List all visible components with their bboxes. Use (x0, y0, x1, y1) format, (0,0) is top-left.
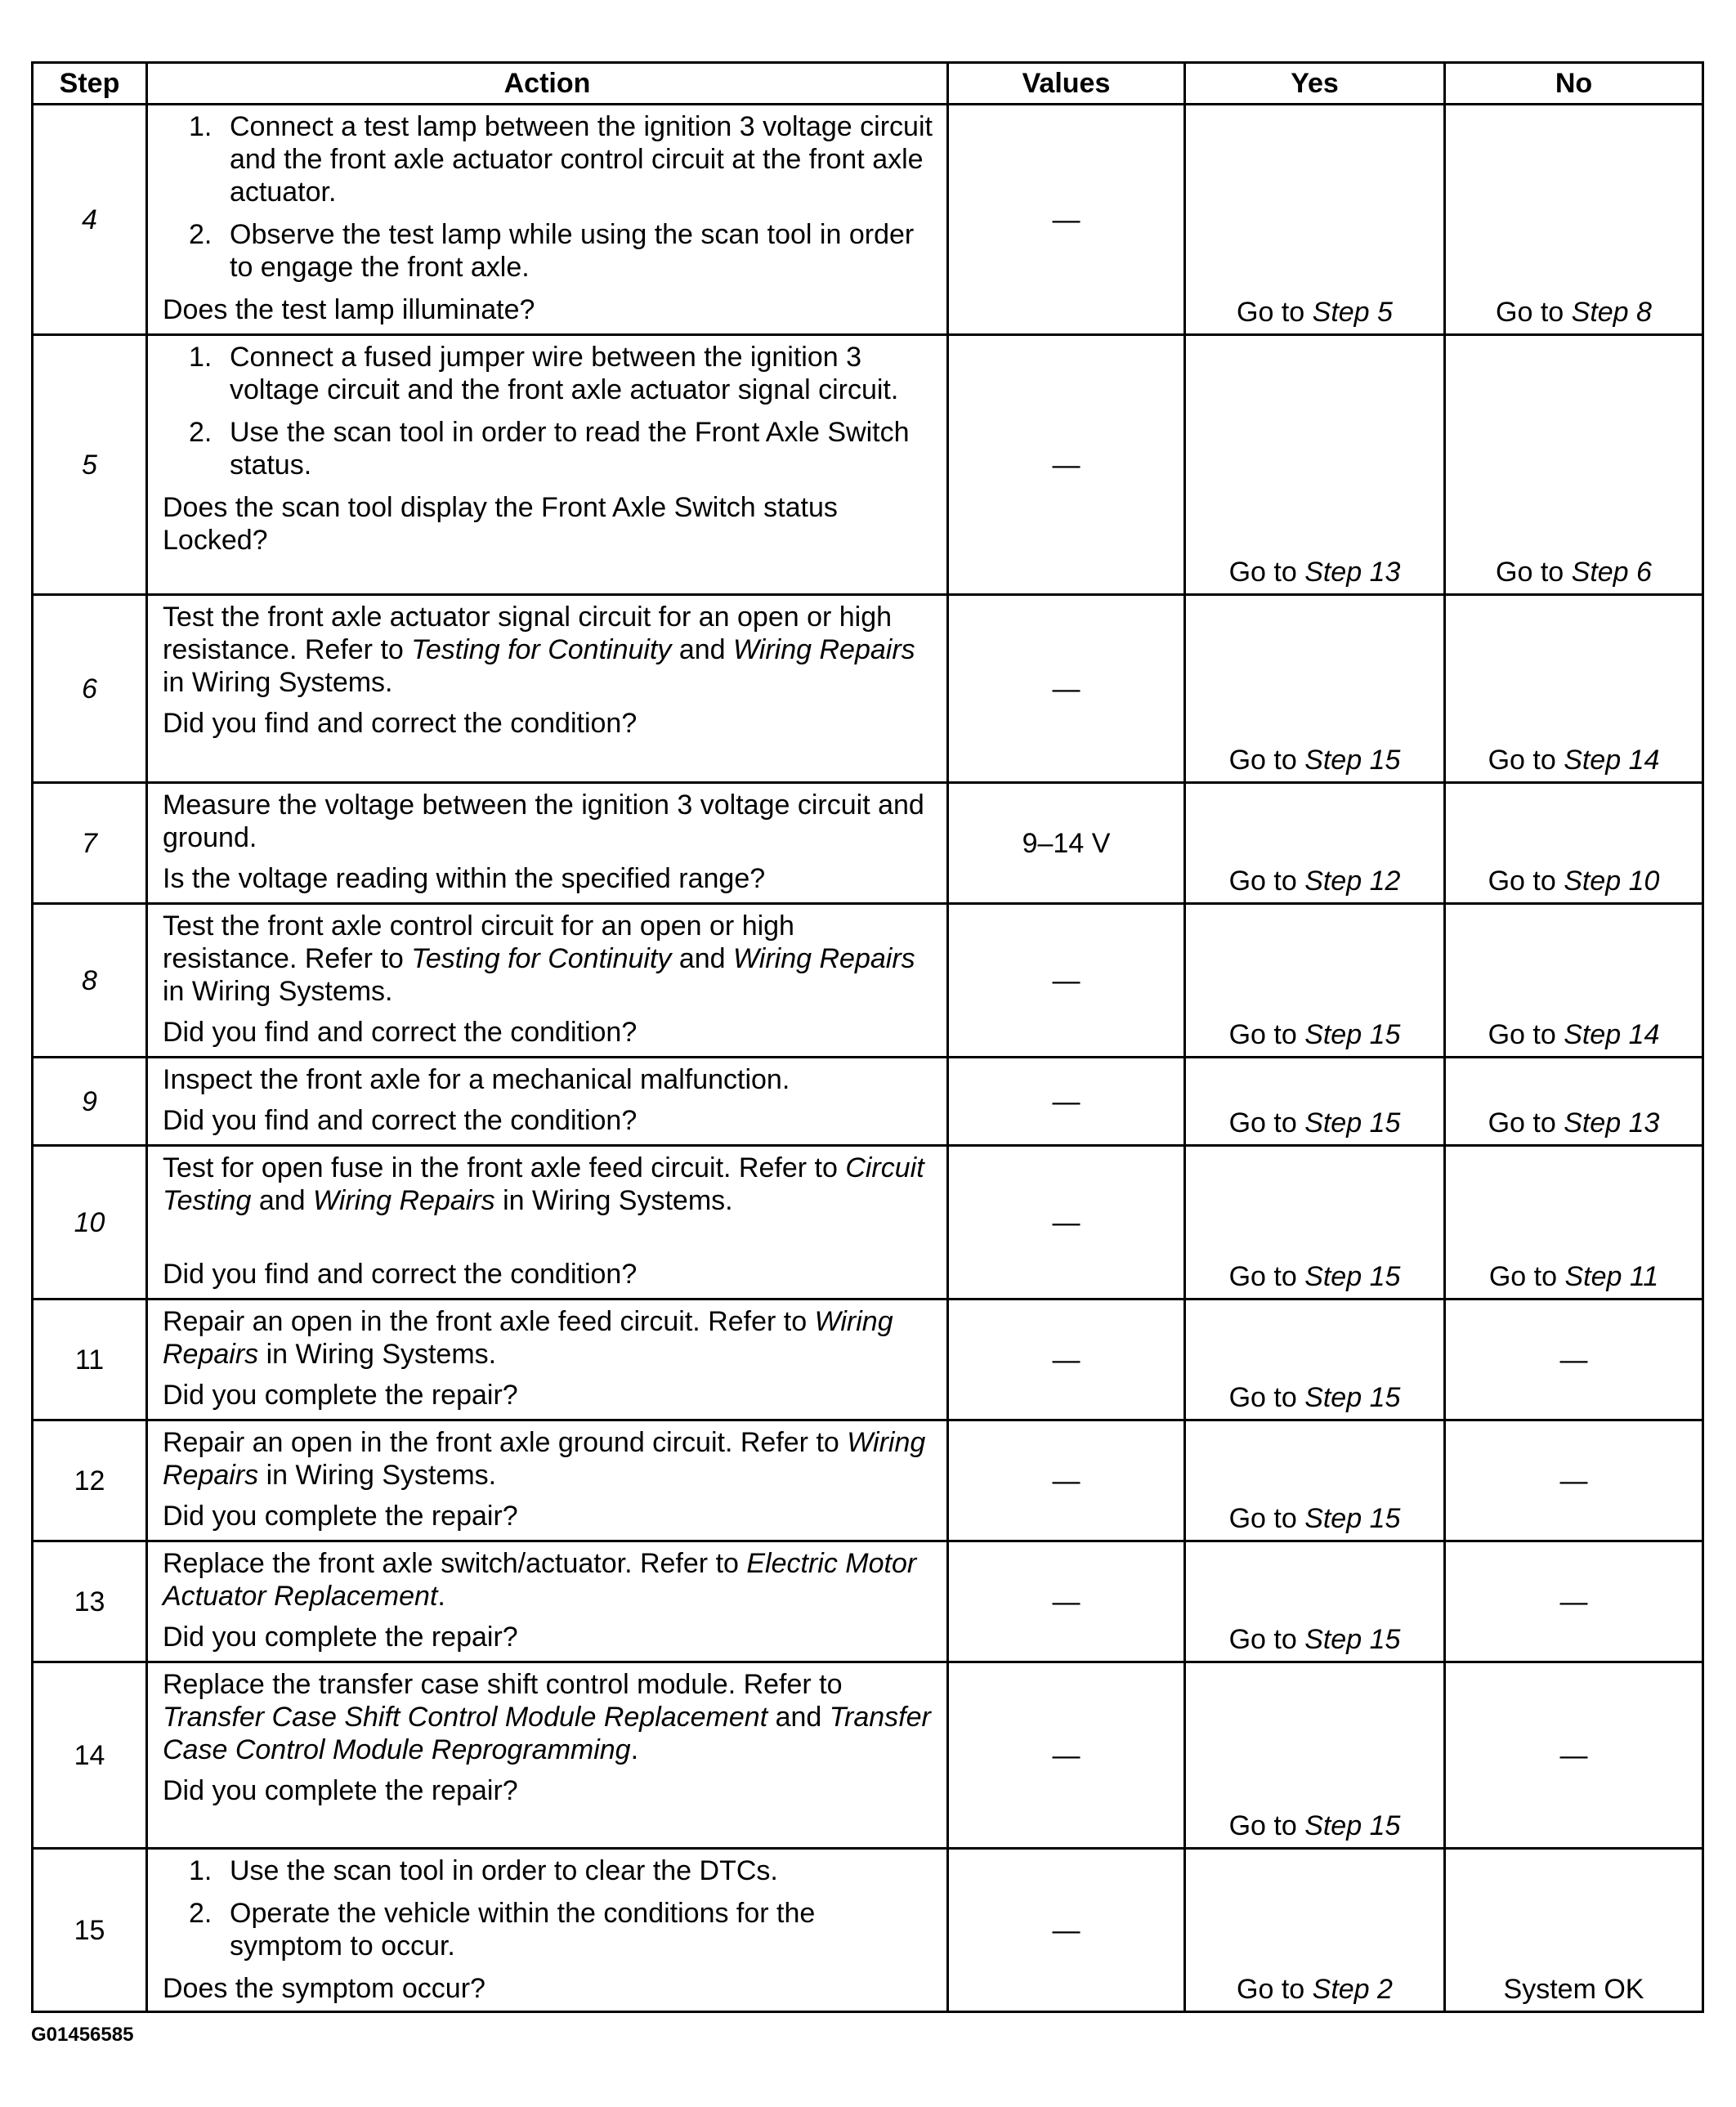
action-cell (147, 105, 948, 335)
action-question: Did you find and correct the condition? (163, 1017, 638, 1048)
table-row (33, 335, 1703, 595)
no-cell: Go to Step 8 (1445, 105, 1703, 335)
yes-step-link: Step 2 (1312, 1974, 1393, 2005)
action-item: 1. Connect a test lamp between the ignition 3 voltage circuit and the front axle actuator control circuit at the front axle actuator. (189, 111, 933, 208)
no-cell: Go to Step 6 (1445, 335, 1703, 595)
values-cell: — (948, 1541, 1185, 1662)
action-text: Replace the front axle switch/actuator. Refer to Electric Motor Actuator Replacement. (163, 1548, 917, 1612)
step-number: 6 (33, 595, 147, 783)
yes-cell: Go to Step 13 (1185, 335, 1445, 595)
values-cell: — (948, 1662, 1185, 1849)
action-cell (147, 1849, 948, 2012)
table-row (33, 595, 1703, 783)
header-values: Values (948, 63, 1185, 105)
diagnostic-table (31, 61, 1704, 2013)
action-cell (147, 335, 948, 595)
values-cell: — (948, 1849, 1185, 2012)
action-cell (147, 1541, 948, 1662)
table-row (33, 1420, 1703, 1541)
table-row (33, 105, 1703, 335)
yes-step-link: Step 15 (1304, 1107, 1401, 1138)
yes-step-link: Step 15 (1304, 1810, 1401, 1841)
no-cell: Go to Step 14 (1445, 595, 1703, 783)
yes-cell: Go to Step 15 (1185, 1146, 1445, 1300)
step-number: 7 (33, 783, 147, 904)
yes-cell: Go to Step 12 (1185, 783, 1445, 904)
table-row (33, 1058, 1703, 1146)
action-question: Did you find and correct the condition? (163, 708, 638, 739)
action-text: Repair an open in the front axle feed circuit. Refer to Wiring Repairs in Wiring Systems. (163, 1306, 893, 1370)
yes-step-link: Step 15 (1304, 1261, 1401, 1292)
yes-cell: Go to Step 15 (1185, 1541, 1445, 1662)
no-cell: — (1445, 1662, 1703, 1849)
yes-step-link: Step 15 (1304, 1624, 1401, 1655)
action-cell (147, 1662, 948, 1849)
values-cell: — (948, 105, 1185, 335)
no-step-link: Step 14 (1564, 1019, 1660, 1050)
no-cell: — (1445, 1541, 1703, 1662)
values-cell: — (948, 335, 1185, 595)
no-step-link: Step 8 (1571, 297, 1652, 328)
header-row (33, 63, 1703, 105)
action-question: Did you complete the repair? (163, 1501, 518, 1532)
action-text: Test the front axle actuator signal circuit for an open or high resistance. Refer to Testing for Continuity and Wiring Repairs in Wiring Systems. (163, 602, 915, 698)
figure-id: G01456585 (31, 2024, 134, 2046)
yes-cell: Go to Step 15 (1185, 1058, 1445, 1146)
yes-step-link: Step 15 (1304, 1382, 1401, 1413)
yes-cell: Go to Step 15 (1185, 1420, 1445, 1541)
values-cell: — (948, 1058, 1185, 1146)
yes-cell: Go to Step 15 (1185, 904, 1445, 1058)
yes-step-link: Step 13 (1304, 557, 1401, 588)
action-item: 2. Observe the test lamp while using the scan tool in order to engage the front axle. (189, 219, 915, 283)
yes-step-link: Step 15 (1304, 1019, 1401, 1050)
action-cell (147, 783, 948, 904)
no-step-link: Step 11 (1564, 1261, 1659, 1292)
action-cell (147, 595, 948, 783)
step-number: 12 (33, 1420, 147, 1541)
no-cell: Go to Step 13 (1445, 1058, 1703, 1146)
no-cell: Go to Step 14 (1445, 904, 1703, 1058)
action-item: 2. Operate the vehicle within the conditions for the symptom to occur. (189, 1898, 816, 1962)
header-yes: Yes (1185, 63, 1445, 105)
no-step-link: Step 10 (1564, 866, 1660, 897)
action-question: Did you complete the repair? (163, 1622, 518, 1653)
no-cell: Go to Step 10 (1445, 783, 1703, 904)
action-cell (147, 1300, 948, 1420)
action-item: 1. Use the scan tool in order to clear the DTCs. (189, 1855, 778, 1886)
values-cell: — (948, 1300, 1185, 1420)
no-step-link: Step 6 (1571, 557, 1652, 588)
header-no: No (1445, 63, 1703, 105)
yes-cell: Go to Step 2 (1185, 1849, 1445, 2012)
table-row (33, 1541, 1703, 1662)
table-row (33, 1146, 1703, 1300)
action-item: 1. Connect a fused jumper wire between the ignition 3 voltage circuit and the front axle actuator signal circuit. (189, 342, 899, 405)
action-text: Inspect the front axle for a mechanical malfunction. (163, 1064, 790, 1095)
no-step-link: Step 13 (1564, 1107, 1660, 1138)
table-row (33, 1849, 1703, 2012)
action-question: Does the symptom occur? (163, 1973, 485, 2004)
yes-step-link: Step 15 (1304, 745, 1401, 776)
step-number: 4 (33, 105, 147, 335)
header-step: Step (33, 63, 147, 105)
action-cell (147, 904, 948, 1058)
action-question: Is the voltage reading within the specified range? (163, 863, 766, 894)
action-question: Did you complete the repair? (163, 1775, 518, 1806)
values-cell: — (948, 1420, 1185, 1541)
no-cell: — (1445, 1420, 1703, 1541)
header-action: Action (147, 63, 948, 105)
no-cell: Go to Step 11 (1445, 1146, 1703, 1300)
table-row (33, 1300, 1703, 1420)
action-item: 2. Use the scan tool in order to read the Front Axle Switch status. (189, 417, 910, 481)
action-question: Did you complete the repair? (163, 1380, 518, 1411)
yes-cell: Go to Step 5 (1185, 105, 1445, 335)
step-number: 5 (33, 335, 147, 595)
no-cell: — (1445, 1300, 1703, 1420)
action-text: Test the front axle control circuit for an open or high resistance. Refer to Testing for Continuity and Wiring Repairs in Wiring Systems. (163, 910, 915, 1007)
values-cell: — (948, 1146, 1185, 1300)
values-cell: — (948, 595, 1185, 783)
action-question: Does the scan tool display the Front Axle Switch status Locked? (163, 492, 838, 556)
yes-cell: Go to Step 15 (1185, 1662, 1445, 1849)
action-text: Test for open fuse in the front axle feed circuit. Refer to Circuit Testing and Wiring Repairs in Wiring Systems. (163, 1152, 924, 1216)
step-number: 13 (33, 1541, 147, 1662)
action-question: Does the test lamp illuminate? (163, 294, 535, 325)
values-cell: — (948, 904, 1185, 1058)
table-row (33, 783, 1703, 904)
action-text: Replace the transfer case shift control module. Refer to Transfer Case Shift Control Module Replacement and Transfer Case Control Module Reprogramming. (163, 1669, 931, 1765)
step-number: 9 (33, 1058, 147, 1146)
action-cell (147, 1058, 948, 1146)
no-step-link: Step 14 (1564, 745, 1660, 776)
yes-cell: Go to Step 15 (1185, 595, 1445, 783)
yes-step-link: Step 15 (1304, 1503, 1401, 1534)
yes-step-link: Step 12 (1304, 866, 1401, 897)
action-text: Repair an open in the front axle ground circuit. Refer to Wiring Repairs in Wiring Systems. (163, 1427, 926, 1491)
step-number: 15 (33, 1849, 147, 2012)
step-number: 11 (33, 1300, 147, 1420)
yes-cell: Go to Step 15 (1185, 1300, 1445, 1420)
action-text: Measure the voltage between the ignition 3 voltage circuit and ground. (163, 790, 924, 853)
action-question: Did you find and correct the condition? (163, 1105, 638, 1136)
step-number: 14 (33, 1662, 147, 1849)
table-row (33, 904, 1703, 1058)
action-question: Did you find and correct the condition? (163, 1259, 638, 1290)
table-row (33, 1662, 1703, 1849)
action-cell (147, 1420, 948, 1541)
step-number: 10 (33, 1146, 147, 1300)
values-cell: 9–14 V (948, 783, 1185, 904)
action-cell (147, 1146, 948, 1300)
step-number: 8 (33, 904, 147, 1058)
no-cell: System OK (1445, 1849, 1703, 2012)
yes-step-link: Step 5 (1312, 297, 1393, 328)
